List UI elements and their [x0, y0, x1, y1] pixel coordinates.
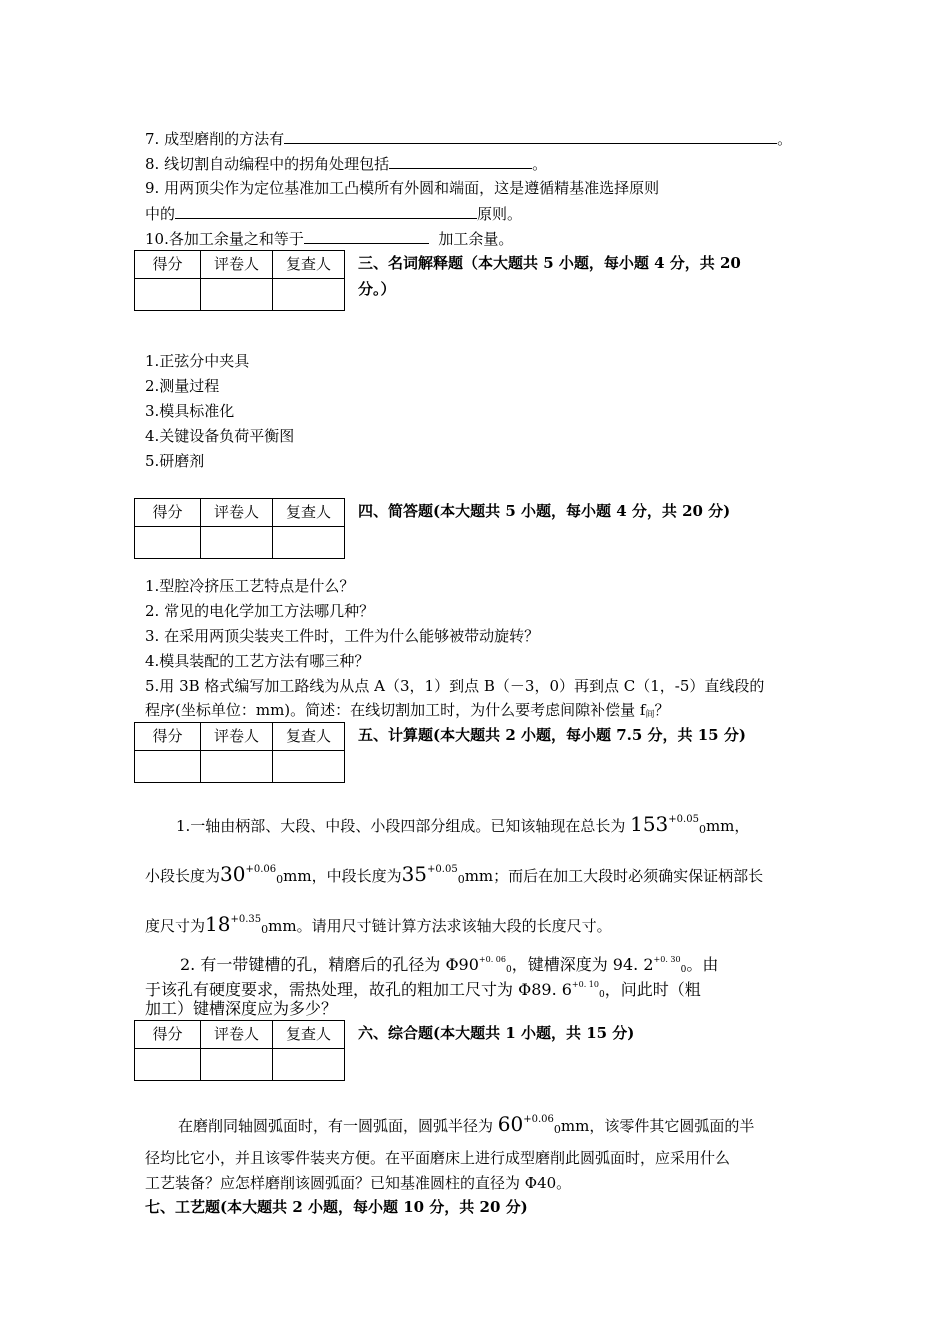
calc-1-line-1 — [176, 810, 749, 840]
lower-tolerance: 0 — [698, 823, 706, 836]
score-table — [134, 1020, 345, 1081]
fill-item-suffix: 。 — [532, 155, 548, 173]
text: mm；而后在加工大段时必须确实保证柄部长 — [464, 867, 764, 885]
score-cell[interactable] — [135, 751, 201, 783]
text: 于该孔有硬度要求，需热处理，故孔的粗加工尺寸为 Φ89. 6 — [145, 980, 572, 999]
score-cell[interactable] — [135, 527, 201, 559]
comp-line-3: 工艺装备？应怎样磨削该圆弧面？已知基准圆柱的直径为 Φ40。 — [145, 1174, 572, 1192]
grader-header: 评卷人 — [201, 499, 273, 527]
lower-tolerance: 0 — [457, 873, 465, 886]
upper-tolerance: +0. 30 — [653, 955, 681, 964]
calc-1-line-2 — [145, 860, 763, 890]
calc-2-line-3: 加工）键槽深度应为多少？ — [145, 999, 338, 1018]
section-5-title: 五、计算题(本大题共 2 小题，每小题 7.5 分，共 15 分) — [358, 726, 746, 744]
dimension-value: 60 — [497, 1112, 524, 1136]
answer-blank[interactable] — [389, 153, 532, 169]
comp-line-1 — [178, 1110, 754, 1140]
term-item: 5.研磨剂 — [145, 452, 205, 470]
dimension-value: 35 — [401, 862, 428, 886]
text: 1.一轴由柄部、大段、中段、小段四部分组成。已知该轴现在总长为 — [176, 817, 631, 835]
answer-blank[interactable] — [175, 203, 477, 219]
section-title-line: 三、名词解释题（本大题共 5 小题，每小题 4 分，共 20 — [358, 254, 741, 272]
score-cell[interactable] — [135, 279, 201, 311]
term-item: 3.模具标准化 — [145, 402, 235, 420]
checker-cell[interactable] — [273, 527, 345, 559]
upper-tolerance: +0.05 — [668, 814, 699, 825]
text: mm，中段长度为 — [283, 867, 402, 885]
text: ，键槽深度为 94. 2 — [511, 955, 654, 974]
checker-cell[interactable] — [273, 1049, 345, 1081]
short-question-text: 程序(坐标单位：mm)。简述：在线切割加工时，为什么要考虑间隙补偿量 f — [145, 701, 646, 719]
fill-item-text: 中的 — [145, 205, 176, 223]
score-header: 得分 — [135, 723, 201, 751]
score-table — [134, 722, 345, 783]
upper-tolerance: +0.06 — [523, 1114, 554, 1125]
fill-item-suffix: 。 — [777, 130, 793, 148]
fill-item-7 — [145, 128, 792, 149]
grader-cell[interactable] — [201, 1049, 273, 1081]
score-cell[interactable] — [135, 1049, 201, 1081]
grader-cell[interactable] — [201, 279, 273, 311]
upper-tolerance: +0.05 — [427, 864, 458, 875]
section-title-line: 分。） — [358, 280, 396, 298]
grader-header: 评卷人 — [201, 1021, 273, 1049]
upper-tolerance: +0.06 — [245, 864, 277, 875]
text: 度尺寸为 — [145, 917, 206, 935]
text: 小段长度为 — [145, 867, 221, 885]
lower-tolerance: 0 — [680, 965, 687, 975]
text: 。由 — [686, 955, 719, 974]
section-6-title: 六、综合题(本大题共 1 小题，共 15 分) — [358, 1024, 635, 1042]
answer-blank[interactable] — [284, 128, 777, 144]
fill-item-suffix: 原则。 — [477, 205, 523, 223]
fill-item-9-cont — [145, 203, 522, 224]
lower-tolerance: 0 — [276, 873, 284, 886]
section-4-title: 四、简答题(本大题共 5 小题，每小题 4 分，共 20 分) — [358, 502, 731, 520]
fill-item-9 — [145, 178, 659, 198]
checker-cell[interactable] — [273, 279, 345, 311]
text: 2. 有一带键槽的孔，精磨后的孔径为 Φ90 — [180, 955, 479, 974]
fill-item-suffix: 加工余量。 — [428, 230, 514, 248]
score-header: 得分 — [135, 251, 201, 279]
short-question: 2. 常见的电化学加工方法哪几种？ — [145, 602, 375, 620]
checker-header: 复查人 — [273, 1021, 345, 1049]
lower-tolerance: 0 — [598, 990, 605, 1000]
text: 在磨削同轴圆弧面时，有一圆弧面，圆弧半径为 — [178, 1117, 498, 1135]
checker-header: 复查人 — [273, 251, 345, 279]
term-item: 1.正弦分中夹具 — [145, 352, 250, 370]
lower-tolerance: 0 — [553, 1123, 561, 1136]
score-table — [134, 250, 345, 311]
score-header: 得分 — [135, 1021, 201, 1049]
question-end: ？ — [654, 701, 670, 719]
checker-header: 复查人 — [273, 499, 345, 527]
term-item: 4.关键设备负荷平衡图 — [145, 427, 295, 445]
dimension-value: 30 — [220, 862, 246, 886]
fill-item-text: 9. 用两顶尖作为定位基准加工凸模所有外圆和端面，这是遵循精基准选择原则 — [145, 179, 660, 197]
grader-cell[interactable] — [201, 751, 273, 783]
lower-tolerance: 0 — [505, 965, 512, 975]
grader-header: 评卷人 — [201, 723, 273, 751]
score-header: 得分 — [135, 499, 201, 527]
section-7-title: 七、工艺题(本大题共 2 小题，每小题 10 分，共 20 分) — [145, 1198, 528, 1216]
fill-item-text: 10.各加工余量之和等于 — [145, 230, 304, 248]
checker-cell[interactable] — [273, 751, 345, 783]
fill-item-text: 8. 线切割自动编程中的拐角处理包括 — [145, 155, 390, 173]
term-item: 2.测量过程 — [145, 377, 220, 395]
checker-header: 复查人 — [273, 723, 345, 751]
calc-1-line-3 — [145, 910, 612, 940]
dimension-value: 18 — [205, 912, 231, 936]
upper-tolerance: +0. 06 — [478, 955, 506, 964]
short-question: 4.模具装配的工艺方法有哪三种？ — [145, 652, 370, 670]
comp-line-2: 径均比它小，并且该零件装夹方便。在平面磨床上进行成型磨削此圆弧面时，应采用什么 — [145, 1149, 731, 1167]
fill-item-text: 7. 成型磨削的方法有 — [145, 130, 285, 148]
text: mm。请用尺寸链计算方法求该轴大段的长度尺寸。 — [268, 917, 612, 935]
fill-item-8 — [145, 153, 547, 174]
grader-header: 评卷人 — [201, 251, 273, 279]
upper-tolerance: +0.35 — [230, 914, 262, 925]
short-question: 5.用 3B 格式编写加工路线为从点 A（3，1）到点 B（－3，0）再到点 C（1，-5）直线段的 — [145, 677, 765, 695]
short-question: 1.型腔冷挤压工艺特点是什么？ — [145, 577, 355, 595]
answer-blank[interactable] — [304, 228, 429, 244]
upper-tolerance: +0. 10 — [571, 980, 599, 989]
lower-tolerance: 0 — [261, 923, 269, 936]
text: mm， — [705, 817, 750, 835]
grader-cell[interactable] — [201, 527, 273, 559]
dimension-value: 153 — [630, 812, 669, 836]
text: ，问此时（粗 — [604, 980, 701, 999]
short-question: 3. 在采用两顶尖装夹工件时，工件为什么能够被带动旋转？ — [145, 627, 540, 645]
section-3-title — [358, 250, 741, 302]
fill-item-10 — [145, 228, 513, 249]
text: mm，该零件其它圆弧面的半 — [560, 1117, 755, 1135]
subscript: 间 — [645, 710, 655, 720]
score-table — [134, 498, 345, 559]
